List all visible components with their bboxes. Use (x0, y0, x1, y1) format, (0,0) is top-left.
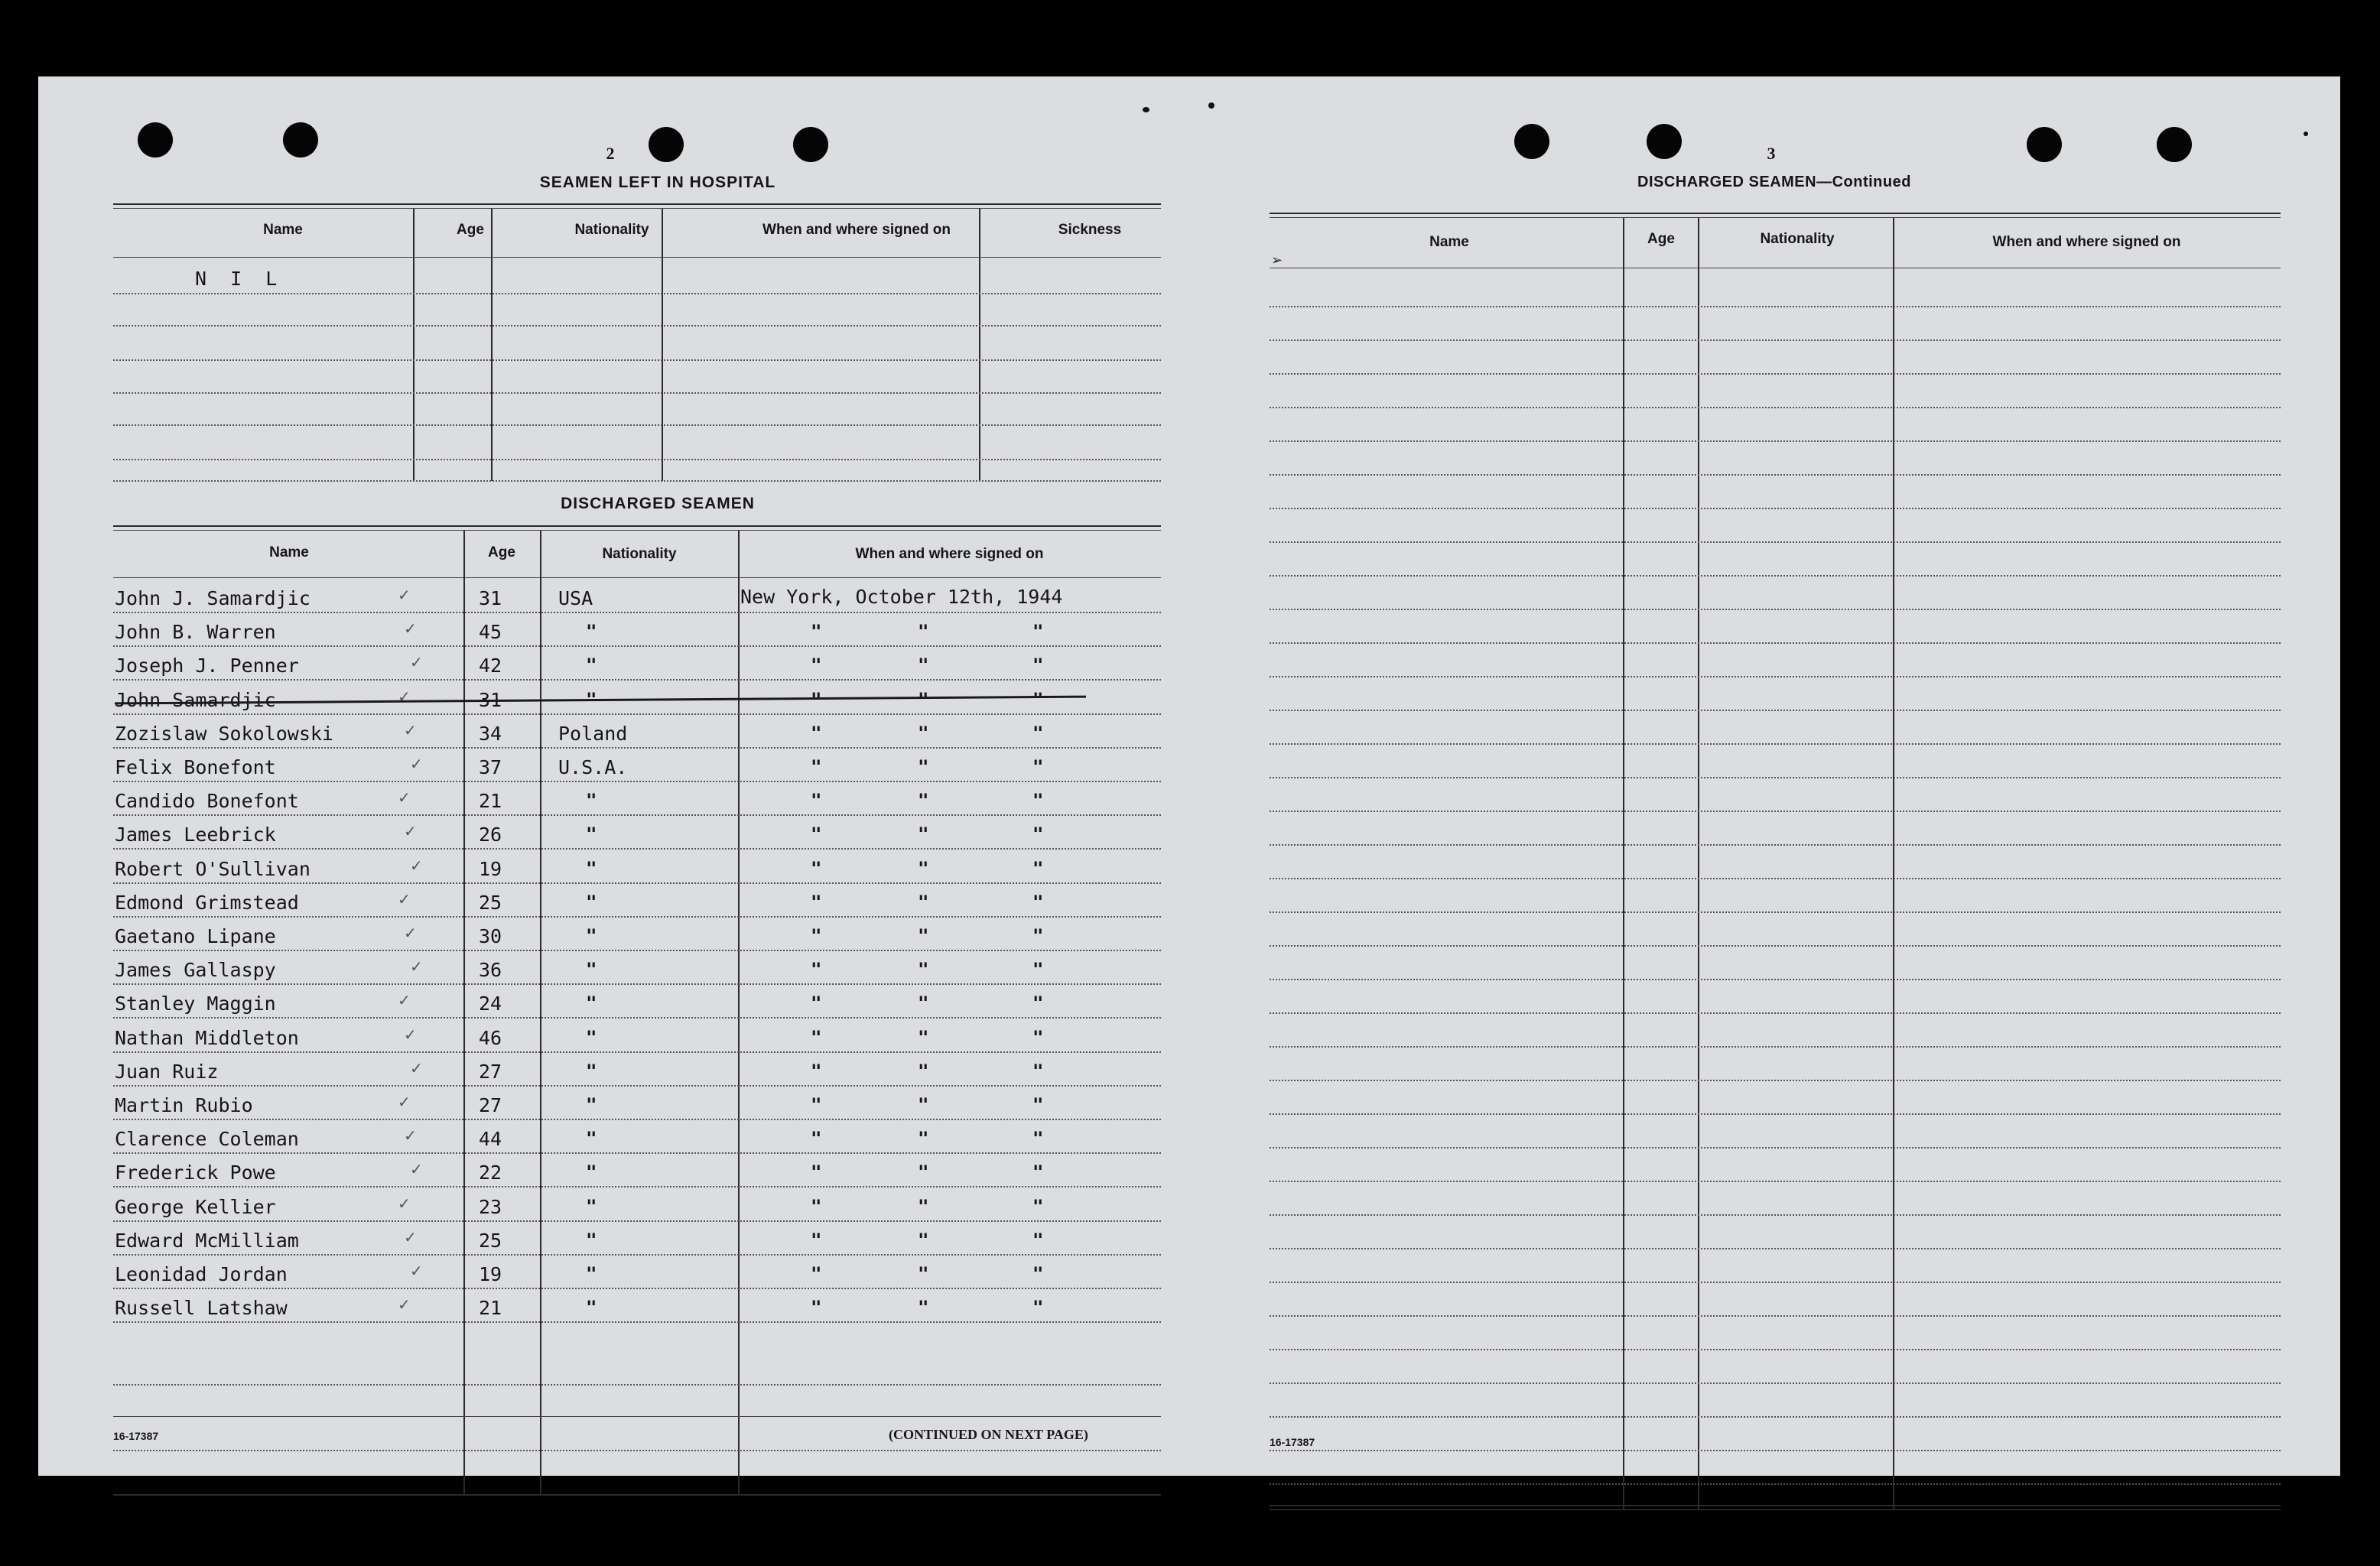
signed-ditto: " (1032, 1027, 1044, 1048)
discharged-row-line (113, 1220, 1161, 1222)
seaman-name: Gaetano Lipane (115, 925, 276, 947)
discharged-row-line (113, 713, 1161, 715)
right-row-line (1270, 1315, 2281, 1317)
seaman-nationality: " (586, 621, 597, 642)
seaman-name: Nathan Middleton (115, 1027, 299, 1049)
seaman-age: 23 (479, 1196, 502, 1218)
check-mark-icon: ✓ (398, 1295, 411, 1314)
discharged-title: DISCHARGED SEAMEN (561, 495, 755, 512)
signed-ditto: " (1032, 723, 1044, 744)
right-row-line (1270, 541, 2281, 543)
seaman-name: Frederick Powe (115, 1162, 276, 1184)
seaman-nationality: " (586, 824, 597, 845)
check-mark-icon: ✓ (410, 755, 423, 773)
seaman-age: 45 (479, 621, 502, 643)
signed-ditto: " (811, 1094, 822, 1116)
right-row-line (1270, 1080, 2281, 1081)
seaman-nationality: " (586, 925, 597, 947)
discharged-row-line (113, 983, 1161, 985)
seaman-nationality: " (586, 689, 597, 710)
signed-ditto: " (1032, 892, 1044, 913)
check-mark-icon: ✓ (398, 1093, 411, 1111)
hospital-col-divider (491, 209, 493, 481)
signed-ditto: " (918, 1094, 929, 1116)
page-number-right: 3 (1767, 144, 1776, 163)
right-header-name: Name (1429, 234, 1469, 250)
discharged-row-line (113, 1119, 1161, 1120)
seaman-name: John Samardjic (115, 689, 276, 711)
right-row-line (1270, 306, 2281, 307)
signed-ditto: " (811, 1128, 822, 1149)
signed-ditto: " (811, 756, 822, 778)
right-row-line (1270, 1382, 2281, 1384)
seaman-nationality: " (586, 959, 597, 980)
signed-ditto: " (1032, 925, 1044, 947)
right-row-line (1270, 1214, 2281, 1216)
discharged-col-divider (540, 531, 541, 1496)
discharged-row-line (113, 1051, 1161, 1053)
discharged-top-rule (113, 525, 1161, 527)
discharged-row-line (113, 1254, 1161, 1256)
seaman-age: 25 (479, 892, 502, 914)
seaman-nationality: " (586, 1027, 597, 1048)
seaman-age: 19 (479, 858, 502, 880)
seaman-age: 31 (479, 689, 502, 711)
check-mark-icon: ✓ (398, 586, 411, 604)
signed-ditto: " (1032, 1263, 1044, 1285)
signed-ditto: " (811, 1196, 822, 1217)
right-row-line (1270, 710, 2281, 711)
signed-ditto: " (918, 993, 929, 1014)
right-row-line (1270, 1450, 2281, 1451)
signed-ditto: " (811, 1162, 822, 1183)
seaman-nationality: " (586, 1263, 597, 1285)
punch-hole (1514, 124, 1549, 159)
signed-ditto: " (811, 1263, 822, 1285)
speck (1143, 107, 1149, 112)
hospital-row-line (113, 392, 1161, 394)
check-mark-icon: ✓ (410, 1262, 423, 1280)
signed-ditto: " (811, 1297, 822, 1318)
discharged-col-divider (738, 531, 740, 1496)
discharged-row-line (113, 814, 1161, 816)
right-row-line (1270, 1282, 2281, 1283)
seaman-nationality: " (586, 655, 597, 676)
check-mark-icon: ✓ (404, 619, 417, 638)
signed-ditto: " (811, 1061, 822, 1082)
signed-ditto: " (811, 959, 822, 980)
right-end-rule (1270, 1505, 2281, 1506)
signed-ditto: " (918, 1196, 929, 1217)
signed-ditto: " (918, 1061, 929, 1082)
signed-ditto: " (1032, 689, 1044, 710)
seaman-name: Clarence Coleman (115, 1128, 299, 1150)
signed-ditto: " (811, 858, 822, 879)
signed-ditto: " (918, 959, 929, 980)
signed-ditto: " (918, 1263, 929, 1285)
discharged-blank-line (113, 1450, 1161, 1451)
right-row-line (1270, 777, 2281, 778)
signed-ditto: " (1032, 1230, 1044, 1251)
discharged-row-line (113, 1288, 1161, 1289)
document-sheet (38, 76, 2340, 1476)
seaman-age: 36 (479, 959, 502, 981)
hospital-header-nationality: Nationality (574, 222, 649, 238)
discharged-row-line (113, 645, 1161, 647)
discharged-row-line (113, 848, 1161, 850)
check-mark-icon: ✓ (404, 721, 417, 739)
check-mark-icon: ✓ (404, 822, 417, 840)
hospital-top-rule-2 (113, 208, 1161, 209)
right-row-line (1270, 642, 2281, 644)
signed-ditto: " (918, 1027, 929, 1048)
seaman-name: Robert O'Sullivan (115, 858, 311, 880)
seaman-age: 27 (479, 1061, 502, 1083)
seaman-nationality: " (586, 790, 597, 811)
seaman-name: Martin Rubio (115, 1094, 253, 1116)
right-row-line (1270, 878, 2281, 879)
discharged-top-rule-2 (113, 530, 1161, 531)
signed-ditto: " (1032, 756, 1044, 778)
seaman-age: 46 (479, 1027, 502, 1049)
seaman-name: Stanley Maggin (115, 993, 276, 1015)
right-row-line (1270, 1147, 2281, 1149)
hospital-row-line (113, 257, 1161, 258)
signed-ditto: " (918, 723, 929, 744)
right-row-line (1270, 407, 2281, 408)
right-row-line (1270, 1181, 2281, 1182)
discharged-header-nationality: Nationality (602, 546, 677, 562)
punch-hole (2027, 127, 2062, 162)
hospital-nil-entry: N I L (195, 268, 284, 290)
seaman-nationality: " (586, 1061, 597, 1082)
seaman-name: James Gallaspy (115, 959, 276, 981)
hospital-top-rule (113, 203, 1161, 205)
check-mark-icon: ✓ (404, 1025, 417, 1044)
seaman-age: 24 (479, 993, 502, 1015)
arrow-mark-icon: ➢ (1271, 252, 1283, 268)
discharged-header-rule (113, 577, 1161, 578)
discharged-row-line (113, 1152, 1161, 1154)
signed-ditto: " (918, 689, 929, 710)
seaman-age: 44 (479, 1128, 502, 1150)
right-row-line (1270, 1349, 2281, 1350)
form-number-right: 16-17387 (1270, 1436, 1315, 1448)
seaman-nationality: Poland (558, 723, 628, 745)
hospital-row-line (113, 480, 1161, 482)
check-mark-icon: ✓ (410, 1059, 423, 1077)
signed-ditto: " (1032, 790, 1044, 811)
right-row-line (1270, 373, 2281, 375)
right-end-rule-2 (1270, 1509, 2281, 1510)
discharged-row-line (113, 612, 1161, 613)
discharged-row-line (113, 1186, 1161, 1187)
seaman-name: Edmond Grimstead (115, 892, 299, 914)
signed-ditto: " (811, 689, 822, 710)
seaman-age: 26 (479, 824, 502, 846)
hospital-row-line (113, 424, 1161, 426)
signed-ditto: " (1032, 1061, 1044, 1082)
signed-ditto: " (811, 925, 822, 947)
hospital-title: SEAMEN LEFT IN HOSPITAL (539, 174, 776, 191)
check-mark-icon: ✓ (410, 957, 423, 976)
signed-ditto: " (918, 756, 929, 778)
signed-ditto: " (918, 790, 929, 811)
signed-ditto: " (1032, 1162, 1044, 1183)
right-row-line (1270, 1483, 2281, 1485)
punch-hole (1647, 124, 1682, 159)
discharged-col-divider (463, 531, 465, 1496)
check-mark-icon: ✓ (398, 1194, 411, 1213)
seaman-name: Edward McMilliam (115, 1230, 299, 1252)
punch-hole (2157, 127, 2192, 162)
signed-ditto: " (1032, 621, 1044, 642)
signed-ditto: " (1032, 1128, 1044, 1149)
seaman-signed-on: New York, October 12th, 1944 (740, 586, 1063, 608)
signed-ditto: " (918, 621, 929, 642)
check-mark-icon: ✓ (398, 890, 411, 908)
seaman-name: John J. Samardjic (115, 587, 311, 609)
seaman-name: Candido Bonefont (115, 790, 299, 812)
right-row-line (1270, 1113, 2281, 1115)
seaman-age: 27 (479, 1094, 502, 1116)
hospital-row-line (113, 325, 1161, 327)
signed-ditto: " (811, 1027, 822, 1048)
signed-ditto: " (811, 723, 822, 744)
signed-ditto: " (918, 655, 929, 676)
seaman-nationality: " (586, 1297, 597, 1318)
right-row-line (1270, 474, 2281, 476)
right-top-rule-2 (1270, 217, 2281, 218)
signed-ditto: " (811, 621, 822, 642)
right-row-line (1270, 911, 2281, 913)
right-row-line (1270, 844, 2281, 846)
signed-ditto: " (918, 1230, 929, 1251)
seaman-nationality: U.S.A. (558, 756, 628, 778)
discharged-row-line (113, 781, 1161, 782)
seaman-age: 37 (479, 756, 502, 778)
right-row-line (1270, 440, 2281, 442)
check-mark-icon: ✓ (410, 1160, 423, 1178)
discharged-row-line (113, 882, 1161, 884)
signed-ditto: " (1032, 959, 1044, 980)
discharged-continued-title: DISCHARGED SEAMEN—Continued (1637, 174, 1911, 190)
check-mark-icon: ✓ (404, 1126, 417, 1145)
seaman-nationality: " (586, 858, 597, 879)
page-number-left: 2 (606, 144, 615, 163)
continued-notice: (CONTINUED ON NEXT PAGE) (889, 1427, 1088, 1442)
right-row-line (1270, 508, 2281, 509)
hospital-row-line (113, 359, 1161, 361)
seaman-nationality: " (586, 1230, 597, 1251)
check-mark-icon: ✓ (398, 788, 411, 807)
signed-ditto: " (918, 892, 929, 913)
hospital-col-divider (413, 209, 415, 481)
discharged-header-age: Age (488, 544, 515, 560)
seaman-name: Leonidad Jordan (115, 1263, 288, 1285)
hospital-header-name: Name (263, 222, 303, 238)
seaman-name: Felix Bonefont (115, 756, 276, 778)
seaman-name: James Leebrick (115, 824, 276, 846)
signed-ditto: " (918, 824, 929, 845)
discharged-row-line (113, 1017, 1161, 1019)
right-header-signed: When and where signed on (1992, 234, 2181, 250)
punch-hole (793, 127, 828, 162)
hospital-header-signed: When and where signed on (762, 222, 951, 238)
seaman-nationality: " (586, 892, 597, 913)
discharged-row-line (113, 747, 1161, 749)
signed-ditto: " (918, 1297, 929, 1318)
form-number-left: 16-17387 (113, 1430, 159, 1442)
signed-ditto: " (1032, 1297, 1044, 1318)
signed-ditto: " (811, 790, 822, 811)
seaman-nationality: " (586, 1162, 597, 1183)
punch-hole (649, 127, 684, 162)
right-row-line (1270, 945, 2281, 947)
right-row-line (1270, 1012, 2281, 1014)
seaman-age: 25 (479, 1230, 502, 1252)
right-row-line (1270, 1046, 2281, 1048)
seaman-age: 21 (479, 790, 502, 812)
check-mark-icon: ✓ (404, 1228, 417, 1246)
seaman-name: Russell Latshaw (115, 1297, 288, 1319)
signed-ditto: " (811, 824, 822, 845)
signed-ditto: " (918, 858, 929, 879)
seaman-nationality: USA (558, 587, 593, 609)
seaman-nationality: " (586, 1196, 597, 1217)
right-row-line (1270, 1248, 2281, 1249)
seaman-age: 42 (479, 655, 502, 677)
right-row-line (1270, 1416, 2281, 1418)
discharged-row-line (113, 1085, 1161, 1087)
right-row-line (1270, 575, 2281, 577)
discharged-bottom-rule (113, 1416, 1161, 1417)
seaman-name: Juan Ruiz (115, 1061, 219, 1083)
discharged-blank-line (113, 1384, 1161, 1386)
discharged-header-signed: When and where signed on (855, 546, 1044, 562)
seaman-nationality: " (586, 1094, 597, 1116)
discharged-row-line (113, 1321, 1161, 1323)
signed-ditto: " (918, 1162, 929, 1183)
check-mark-icon: ✓ (410, 856, 423, 875)
right-header-age: Age (1647, 231, 1675, 247)
check-mark-icon: ✓ (398, 687, 411, 706)
signed-ditto: " (1032, 993, 1044, 1014)
discharged-header-name: Name (269, 544, 309, 560)
hospital-col-divider (979, 209, 980, 481)
seaman-age: 30 (479, 925, 502, 947)
seaman-name: John B. Warren (115, 621, 276, 643)
seaman-age: 19 (479, 1263, 502, 1285)
discharged-end-rule (113, 1494, 1161, 1496)
signed-ditto: " (918, 925, 929, 947)
hospital-header-sickness: Sickness (1058, 222, 1122, 238)
signed-ditto: " (1032, 1094, 1044, 1116)
signed-ditto: " (1032, 655, 1044, 676)
right-row-line (1270, 676, 2281, 677)
right-row-line (1270, 340, 2281, 341)
right-row-line (1270, 979, 2281, 980)
right-top-rule (1270, 213, 2281, 214)
seaman-age: 21 (479, 1297, 502, 1319)
signed-ditto: " (918, 1128, 929, 1149)
right-row-line (1270, 609, 2281, 610)
hospital-header-age: Age (457, 222, 484, 238)
seaman-nationality: " (586, 993, 597, 1014)
right-header-nationality: Nationality (1760, 231, 1835, 247)
seaman-age: 31 (479, 587, 502, 609)
discharged-row-line (113, 916, 1161, 918)
signed-ditto: " (1032, 824, 1044, 845)
seaman-nationality: " (586, 1128, 597, 1149)
signed-ditto: " (811, 655, 822, 676)
hospital-row-line (113, 459, 1161, 460)
hospital-col-divider (662, 209, 663, 481)
check-mark-icon: ✓ (410, 653, 423, 671)
check-mark-icon: ✓ (404, 924, 417, 942)
seaman-name: George Kellier (115, 1196, 276, 1218)
hospital-row-line (113, 293, 1161, 294)
right-row-line (1270, 811, 2281, 812)
seaman-name: Zozislaw Sokolowski (115, 723, 333, 745)
check-mark-icon: ✓ (398, 991, 411, 1009)
signed-ditto: " (811, 993, 822, 1014)
speck (2304, 132, 2308, 136)
seaman-name: Joseph J. Penner (115, 655, 299, 677)
punch-hole (283, 122, 318, 158)
signed-ditto: " (811, 1230, 822, 1251)
punch-hole (138, 122, 173, 158)
right-row-line (1270, 743, 2281, 745)
seaman-age: 22 (479, 1162, 502, 1184)
speck (1208, 102, 1214, 109)
seaman-age: 34 (479, 723, 502, 745)
signed-ditto: " (811, 892, 822, 913)
signed-ditto: " (1032, 1196, 1044, 1217)
discharged-row-line (113, 679, 1161, 681)
discharged-row-line (113, 950, 1161, 951)
signed-ditto: " (1032, 858, 1044, 879)
